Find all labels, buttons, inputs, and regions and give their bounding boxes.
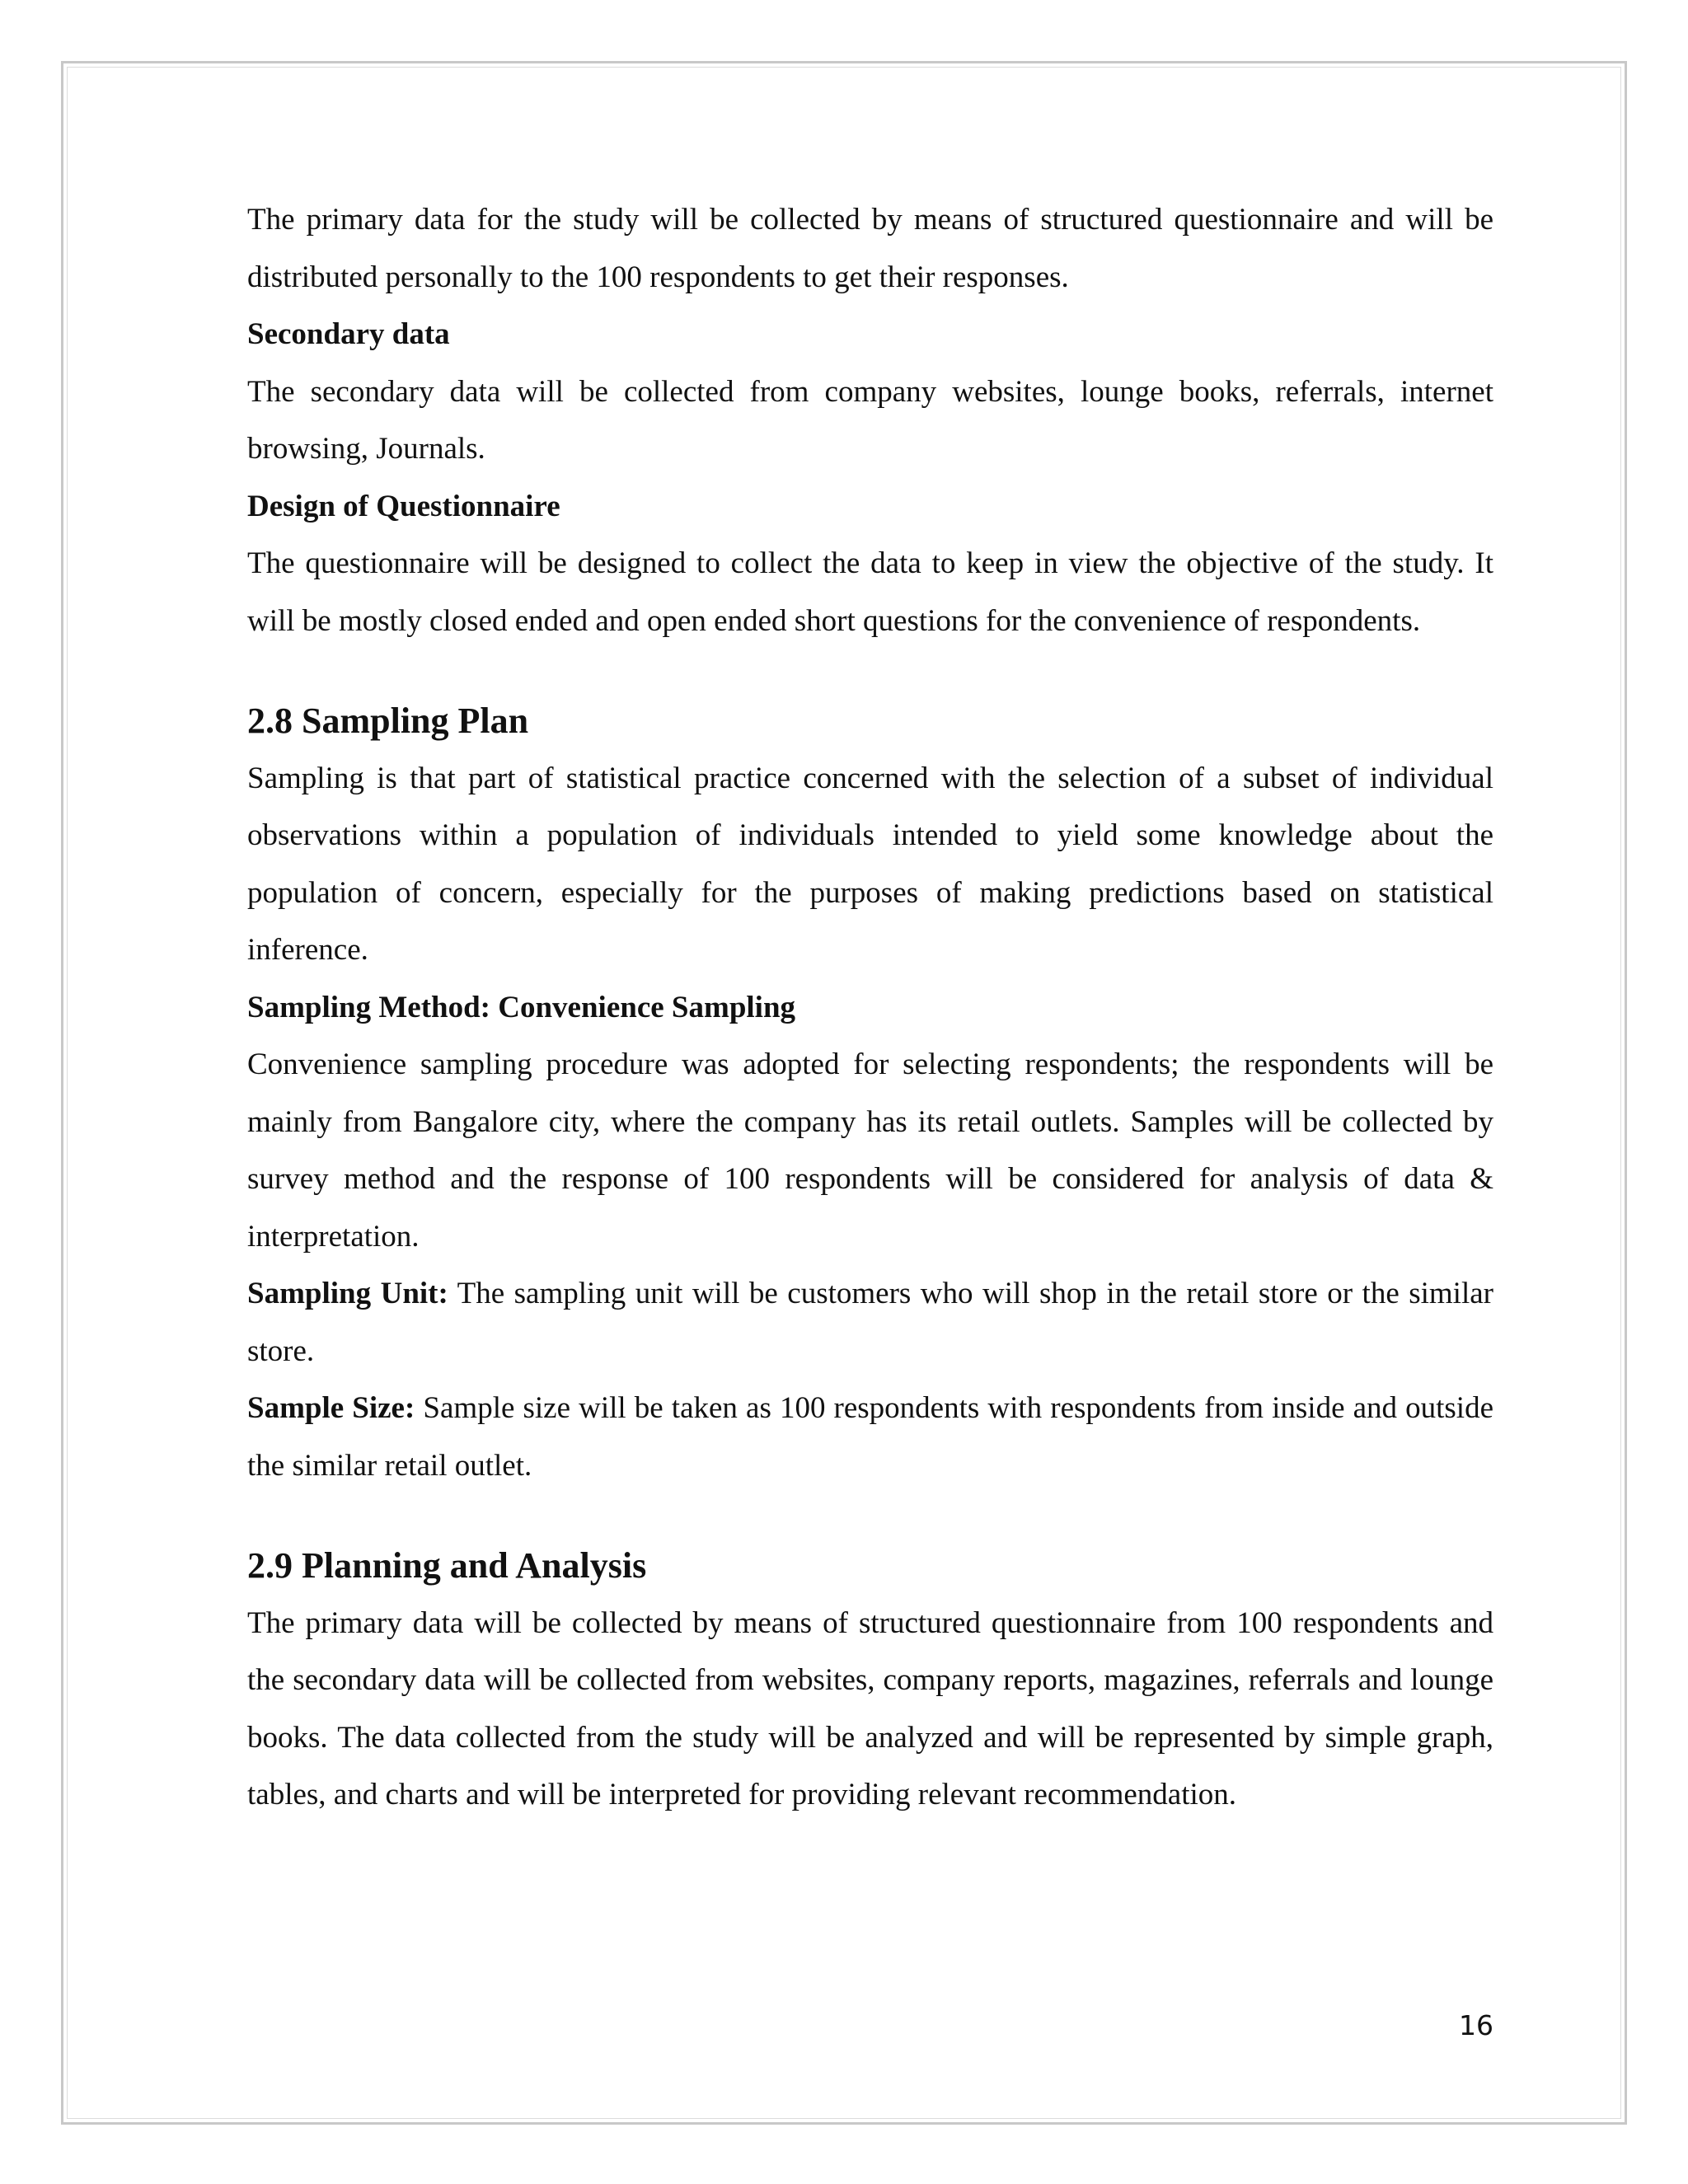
planning-analysis-heading: 2.9 Planning and Analysis bbox=[247, 1545, 647, 1586]
sampling-unit-label: Sampling Unit: bbox=[247, 1277, 448, 1310]
sample-size-paragraph bbox=[247, 1380, 1493, 1494]
sampling-unit-text: The sampling unit will be customers who will shop in the retail store or the similar store. bbox=[247, 1277, 1493, 1368]
secondary-data-heading: Secondary data bbox=[247, 317, 450, 351]
questionnaire-heading: Design of Questionnaire bbox=[247, 489, 560, 523]
sampling-unit-paragraph bbox=[247, 1265, 1493, 1380]
sampling-method-paragraph: Convenience sampling procedure was adopted for selecting respondents; the respondents will be mainly from Bangalore city, where the company has its retail outlets. Samples will be collected by survey method and the response of 100 respondents will be considered for analysis of data & interpretation. bbox=[247, 1047, 1493, 1254]
sample-size-text: Sample size will be taken as 100 respondents with respondents from inside and outside the similar retail outlet. bbox=[247, 1391, 1494, 1483]
sample-size-label: Sample Size: bbox=[247, 1391, 415, 1425]
sampling-method-heading: Sampling Method: Convenience Sampling bbox=[247, 990, 796, 1024]
planning-analysis-paragraph: The primary data will be collected by means of structured questionnaire from 100 respondents and the secondary data will be collected from websites, company reports, magazines, referrals and lounge books. The data collected from the study will be analyzed and will be represented by simple graph, tables, and charts and will be interpreted for providing relevant recommendation. bbox=[247, 1605, 1493, 1811]
sampling-plan-heading: 2.8 Sampling Plan bbox=[247, 701, 529, 741]
secondary-data-paragraph: The secondary data will be collected from company websites, lounge books, referrals, internet browsing, Journals. bbox=[247, 374, 1493, 466]
document-body bbox=[247, 191, 1493, 1824]
primary-data-paragraph: The primary data for the study will be collected by means of structured questionnaire and will be distributed personally to the 100 respondents to get their responses. bbox=[247, 203, 1493, 294]
page-number: 16 bbox=[1459, 2009, 1493, 2041]
sampling-plan-paragraph: Sampling is that part of statistical practice concerned with the selection of a subset of individual observations within a population of individuals intended to yield some knowledge about the population of concern, especially for the purposes of making predictions based on statistical inference. bbox=[247, 761, 1493, 967]
questionnaire-paragraph: The questionnaire will be designed to collect the data to keep in view the objective of the study. It will be mostly closed ended and open ended short questions for the convenience of respondents. bbox=[247, 546, 1493, 638]
